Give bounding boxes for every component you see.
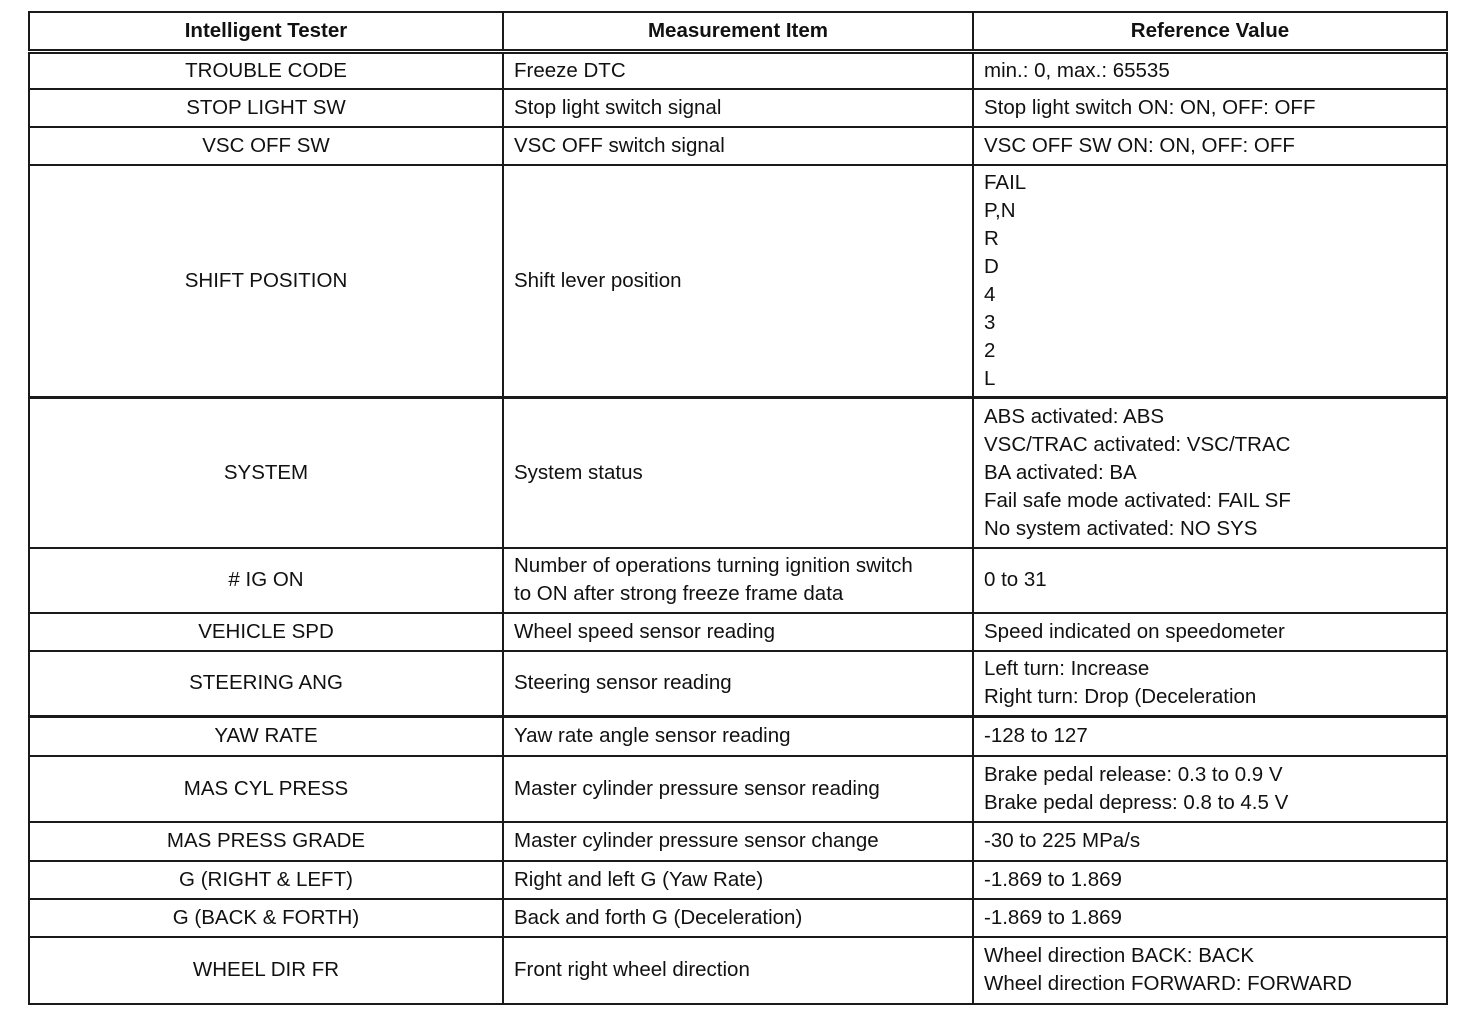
measurement-item-cell <box>503 756 973 822</box>
measurement-item-cell <box>503 899 973 937</box>
reference-value-line: ABS activated: ABS <box>984 404 1165 428</box>
reference-value-cell <box>973 398 1447 548</box>
reference-value-cell <box>973 651 1447 717</box>
tester-item-cell: TROUBLE CODE <box>29 52 503 89</box>
reference-value-cell <box>973 899 1447 937</box>
reference-value-cell <box>973 822 1447 861</box>
reference-value-line: Wheel direction FORWARD: FORWARD <box>984 972 1352 995</box>
reference-value-cell <box>973 613 1447 651</box>
tester-item-cell: WHEEL DIR FR <box>29 937 503 1004</box>
measurement-item-cell <box>503 127 973 165</box>
measurement-item-line: Number of operations turning ignition switch <box>514 554 913 577</box>
table-row <box>29 937 1447 1004</box>
measurement-item-line: System status <box>514 460 643 484</box>
tester-item-cell: VEHICLE SPD <box>29 613 503 651</box>
header-reference-value: Reference Value <box>973 12 1447 52</box>
reference-value-line: Brake pedal release: 0.3 to 0.9 V <box>984 762 1283 786</box>
table-row <box>29 398 1447 548</box>
header-intelligent-tester: Intelligent Tester <box>29 12 503 52</box>
tester-item-cell: VSC OFF SW <box>29 127 503 165</box>
measurement-item-line: to ON after strong freeze frame data <box>514 582 844 605</box>
tester-item-cell: G (BACK & FORTH) <box>29 899 503 937</box>
tester-item-cell: SYSTEM <box>29 398 503 548</box>
table-row <box>29 52 1447 89</box>
table-row <box>29 899 1447 937</box>
measurement-item-line: VSC OFF switch signal <box>514 133 725 157</box>
header-measurement-item: Measurement Item <box>503 12 973 52</box>
reference-value-line: D <box>984 254 999 278</box>
reference-value-cell <box>973 861 1447 899</box>
tester-item-cell: # IG ON <box>29 548 503 613</box>
reference-value-line: P,N <box>984 198 1016 222</box>
tester-item-cell: MAS CYL PRESS <box>29 756 503 822</box>
reference-value-cell <box>973 756 1447 822</box>
measurement-item-cell <box>503 548 973 613</box>
measurement-item-cell <box>503 937 973 1004</box>
reference-value-line: -1.869 to 1.869 <box>984 905 1122 929</box>
measurement-item-cell <box>503 52 973 89</box>
reference-value-line: -128 to 127 <box>984 724 1088 748</box>
reference-value-cell <box>973 937 1447 1004</box>
measurement-item-line: Master cylinder pressure sensor change <box>514 829 879 852</box>
table-row <box>29 548 1447 613</box>
tester-item-cell: YAW RATE <box>29 717 503 756</box>
tester-item-cell: SHIFT POSITION <box>29 165 503 398</box>
reference-value-cell <box>973 717 1447 756</box>
measurement-item-cell <box>503 89 973 127</box>
measurement-item-line: Stop light switch signal <box>514 95 722 119</box>
reference-value-line: R <box>984 226 999 250</box>
tester-item-cell: STOP LIGHT SW <box>29 89 503 127</box>
tester-item-cell: STEERING ANG <box>29 651 503 717</box>
table-row <box>29 822 1447 861</box>
reference-value-line: min.: 0, max.: 65535 <box>984 58 1170 82</box>
table-row <box>29 651 1447 717</box>
table-row <box>29 613 1447 651</box>
reference-value-line: VSC/TRAC activated: VSC/TRAC <box>984 432 1291 456</box>
reference-value-line: Left turn: Increase <box>984 657 1150 681</box>
measurement-item-line: Wheel speed sensor reading <box>514 619 775 643</box>
reference-value-cell <box>973 52 1447 89</box>
measurement-item-line: Freeze DTC <box>514 58 626 82</box>
reference-value-line: FAIL <box>984 170 1027 194</box>
measurement-item-cell <box>503 822 973 861</box>
reference-value-line: 4 <box>984 282 996 306</box>
table-header-row <box>29 12 1447 52</box>
reference-value-line: -30 to 225 MPa/s <box>984 829 1141 852</box>
measurement-item-cell <box>503 861 973 899</box>
table-row <box>29 717 1447 756</box>
table-row <box>29 165 1447 398</box>
table-body <box>29 52 1447 1004</box>
reference-value-line: Wheel direction BACK: BACK <box>984 944 1255 967</box>
measurement-item-line: Back and forth G (Deceleration) <box>514 905 803 929</box>
reference-value-line: Brake pedal depress: 0.8 to 4.5 V <box>984 790 1289 814</box>
reference-value-cell <box>973 165 1447 398</box>
table-row <box>29 127 1447 165</box>
reference-value-line: 3 <box>984 310 996 334</box>
measurement-item-cell <box>503 613 973 651</box>
reference-value-line: No system activated: NO SYS <box>984 516 1258 540</box>
reference-value-cell <box>973 127 1447 165</box>
measurement-item-cell <box>503 398 973 548</box>
reference-value-line: Speed indicated on speedometer <box>984 619 1285 643</box>
reference-value-line: BA activated: BA <box>984 460 1137 484</box>
reference-value-cell <box>973 548 1447 613</box>
measurement-item-cell <box>503 717 973 756</box>
measurement-item-cell <box>503 651 973 717</box>
measurement-item-line: Steering sensor reading <box>514 671 732 695</box>
reference-value-line: L <box>984 366 996 390</box>
tester-item-cell: MAS PRESS GRADE <box>29 822 503 861</box>
reference-value-line: 0 to 31 <box>984 568 1047 591</box>
measurement-item-cell <box>503 165 973 398</box>
reference-value-line: -1.869 to 1.869 <box>984 867 1122 891</box>
table-row <box>29 756 1447 822</box>
measurement-item-line: Yaw rate angle sensor reading <box>514 724 791 748</box>
table-row <box>29 89 1447 127</box>
measurement-item-line: Master cylinder pressure sensor reading <box>514 776 880 800</box>
reference-value-line: Fail safe mode activated: FAIL SF <box>984 488 1291 512</box>
measurement-item-line: Front right wheel direction <box>514 958 750 981</box>
data-list-table <box>28 11 1448 1005</box>
reference-value-line: Stop light switch ON: ON, OFF: OFF <box>984 95 1316 119</box>
tester-item-cell: G (RIGHT & LEFT) <box>29 861 503 899</box>
reference-value-line: VSC OFF SW ON: ON, OFF: OFF <box>984 133 1295 157</box>
measurement-item-line: Shift lever position <box>514 268 682 292</box>
table-row <box>29 861 1447 899</box>
reference-value-cell <box>973 89 1447 127</box>
measurement-item-line: Right and left G (Yaw Rate) <box>514 867 764 891</box>
reference-value-line: Right turn: Drop (Deceleration <box>984 685 1257 709</box>
reference-value-line: 2 <box>984 338 996 362</box>
